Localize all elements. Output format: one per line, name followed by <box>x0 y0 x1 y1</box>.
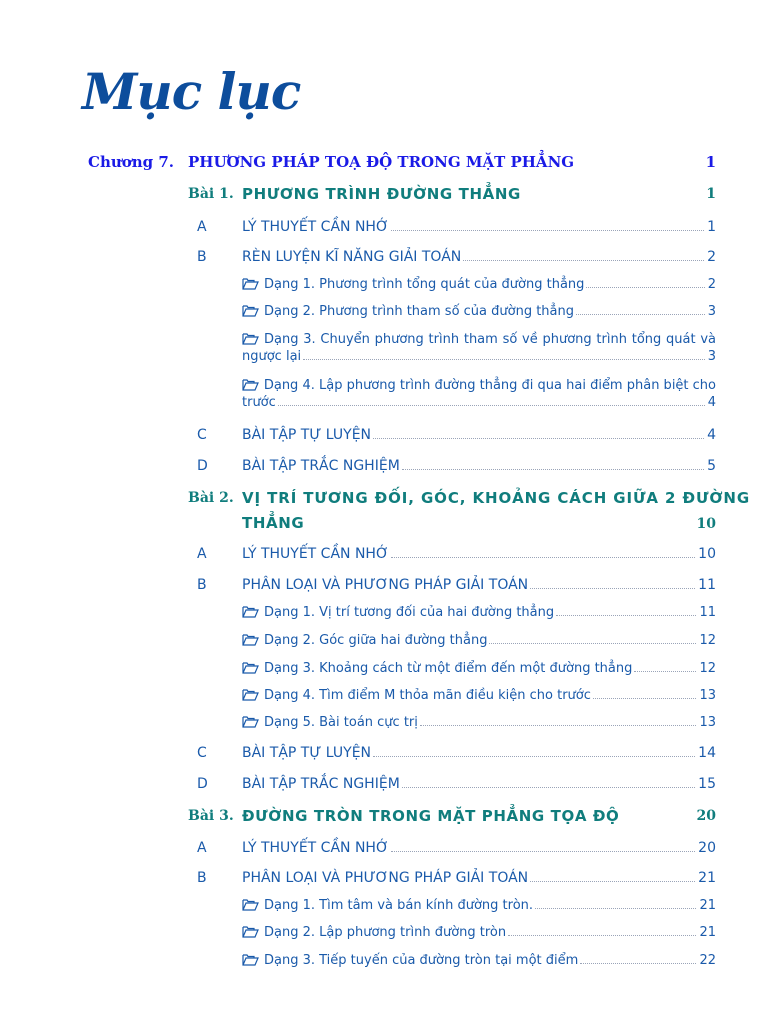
dot-leader <box>593 697 697 699</box>
section-title: BÀI TẬP TỰ LUYỆN <box>242 427 372 443</box>
dot-leader <box>634 670 696 672</box>
section-page: 21 <box>698 870 716 886</box>
section-entry[interactable] <box>197 546 716 566</box>
dot-leader <box>556 614 696 616</box>
dang-entry[interactable] <box>242 277 716 292</box>
open-folder-icon <box>242 304 264 319</box>
chapter-page: 1 <box>705 153 716 171</box>
section-page: 2 <box>707 249 716 265</box>
lesson-page: 1 <box>706 186 716 202</box>
dot-leader <box>530 880 695 882</box>
section-page: 15 <box>698 776 716 792</box>
dang-entry[interactable] <box>242 661 716 676</box>
dang-page: 12 <box>699 661 716 676</box>
section-letter: A <box>197 840 207 856</box>
open-folder-icon <box>242 953 264 968</box>
dot-leader <box>535 907 696 909</box>
dang-page: 22 <box>699 953 716 968</box>
dang-page: 21 <box>699 898 716 913</box>
dang-title: Dạng 2. Phương trình tham số của đường thẳng <box>264 304 575 319</box>
section-letter: D <box>197 458 208 474</box>
section-page: 5 <box>707 458 716 474</box>
section-letter: B <box>197 870 207 886</box>
section-title: PHÂN LOẠI VÀ PHƯƠNG PHÁP GIẢI TOÁN <box>242 870 529 886</box>
dang-title: Dạng 4. Tìm điểm M thỏa mãn điều kiện cho trước <box>264 688 591 703</box>
open-folder-icon <box>242 688 264 703</box>
dang-page: 2 <box>707 277 716 292</box>
dot-leader <box>373 437 704 439</box>
dang-entry[interactable] <box>242 688 716 703</box>
dang-title-cont: ngược lại <box>242 349 302 364</box>
section-page: 11 <box>698 577 716 593</box>
dang-page: 3 <box>707 349 716 364</box>
open-folder-icon <box>242 378 264 393</box>
dot-leader <box>576 313 705 315</box>
dang-title: Dạng 4. Lập phương trình đường thẳng đi qua hai điểm phân biệt cho <box>263 378 716 393</box>
section-entry[interactable] <box>197 427 716 447</box>
open-folder-icon <box>242 332 264 347</box>
dang-entry[interactable] <box>242 898 716 913</box>
dang-entry[interactable] <box>242 925 716 940</box>
dang-title: Dạng 2. Lập phương trình đường tròn <box>264 925 507 940</box>
page-title: Mục lục <box>82 62 301 121</box>
open-folder-icon <box>242 277 264 292</box>
section-entry[interactable] <box>197 458 716 478</box>
lesson-number: Bài 2. <box>188 490 234 506</box>
open-folder-icon <box>242 898 264 913</box>
dang-page: 4 <box>707 395 716 410</box>
lesson-title: ĐƯỜNG TRÒN TRONG MẶT PHẲNG TỌA ĐỘ <box>242 807 620 825</box>
dang-title: Dạng 3. Chuyển phương trình tham số về phương trình tổng quát và <box>264 332 716 347</box>
section-letter: A <box>197 546 207 562</box>
dot-leader <box>303 358 705 360</box>
section-entry[interactable] <box>197 219 716 239</box>
lesson-3[interactable] <box>188 808 716 830</box>
dang-title: Dạng 3. Khoảng cách từ một điểm đến một đường thẳng <box>264 661 633 676</box>
dang-page: 12 <box>699 633 716 648</box>
section-entry[interactable] <box>197 577 716 597</box>
dot-leader <box>580 962 696 964</box>
dot-leader <box>391 850 695 852</box>
lesson-number: Bài 3. <box>188 808 234 824</box>
dang-title: Dạng 3. Tiếp tuyến của đường tròn tại một điểm <box>264 953 579 968</box>
section-page: 1 <box>707 219 716 235</box>
lesson-title <box>242 486 751 536</box>
section-title: LÝ THUYẾT CẦN NHỚ <box>242 840 389 856</box>
dang-page: 11 <box>699 605 716 620</box>
chapter-entry[interactable] <box>88 153 716 173</box>
section-letter: A <box>197 219 207 235</box>
section-entry[interactable] <box>197 870 716 890</box>
lesson-number: Bài 1. <box>188 186 234 202</box>
lesson-page: 10 <box>696 516 716 532</box>
dang-entry[interactable] <box>242 378 716 410</box>
dot-leader <box>463 259 704 261</box>
section-letter: D <box>197 776 208 792</box>
section-page: 20 <box>698 840 716 856</box>
dang-title-cont: trước <box>242 395 276 410</box>
dang-title: Dạng 2. Góc giữa hai đường thẳng <box>264 633 488 648</box>
section-title: LÝ THUYẾT CẦN NHỚ <box>242 219 389 235</box>
section-letter: B <box>197 249 207 265</box>
dot-leader <box>586 286 704 288</box>
section-page: 14 <box>698 745 716 761</box>
section-entry[interactable] <box>197 840 716 860</box>
dot-leader <box>402 786 695 788</box>
dot-leader <box>508 934 696 936</box>
open-folder-icon <box>242 605 264 620</box>
section-title: LÝ THUYẾT CẦN NHỚ <box>242 546 389 562</box>
dot-leader <box>489 642 696 644</box>
section-entry[interactable] <box>197 249 716 269</box>
dang-title: Dạng 1. Phương trình tổng quát của đường thẳng <box>264 277 585 292</box>
dot-leader <box>402 468 704 470</box>
section-letter: C <box>197 427 207 443</box>
dang-page: 3 <box>707 304 716 319</box>
section-entry[interactable] <box>197 776 716 796</box>
dang-page: 13 <box>699 688 716 703</box>
section-letter: B <box>197 577 207 593</box>
lesson-title-line2: THẲNG <box>242 514 305 532</box>
dang-entry[interactable] <box>242 605 716 620</box>
lesson-2[interactable] <box>188 489 751 540</box>
section-title: BÀI TẬP TRẮC NGHIỆM <box>242 458 400 474</box>
dang-title: Dạng 1. Vị trí tương đối của hai đường thẳng <box>264 605 555 620</box>
dot-leader <box>373 755 695 757</box>
dang-title: Dạng 1. Tìm tâm và bán kính đường tròn. <box>264 898 534 913</box>
section-page: 10 <box>698 546 716 562</box>
section-title: BÀI TẬP TRẮC NGHIỆM <box>242 776 400 792</box>
section-letter: C <box>197 745 207 761</box>
open-folder-icon <box>242 633 264 648</box>
dot-leader <box>420 724 697 726</box>
dang-page: 21 <box>699 925 716 940</box>
section-title: RÈN LUYỆN KĨ NĂNG GIẢI TOÁN <box>242 249 462 265</box>
dot-leader <box>278 404 705 406</box>
dang-entry[interactable] <box>242 953 716 968</box>
open-folder-icon <box>242 715 264 730</box>
section-entry[interactable] <box>197 745 716 765</box>
dang-entry[interactable] <box>242 304 716 319</box>
open-folder-icon <box>242 925 264 940</box>
dang-title: Dạng 5. Bài toán cực trị <box>264 715 418 730</box>
dang-page: 13 <box>699 715 716 730</box>
dot-leader <box>530 587 695 589</box>
section-page: 4 <box>707 427 716 443</box>
lesson-title: PHƯƠNG TRÌNH ĐƯỜNG THẲNG <box>242 185 521 203</box>
section-title: PHÂN LOẠI VÀ PHƯƠNG PHÁP GIẢI TOÁN <box>242 577 529 593</box>
lesson-title-line1: VỊ TRÍ TƯƠNG ĐỐI, GÓC, KHOẢNG CÁCH GIỮA 2 ĐƯỜNG <box>242 489 751 507</box>
dang-entry[interactable] <box>242 633 716 648</box>
section-title: BÀI TẬP TỰ LUYỆN <box>242 745 372 761</box>
chapter-title: PHƯƠNG PHÁP TOẠ ĐỘ TRONG MẶT PHẲNG <box>188 153 575 171</box>
dang-entry[interactable] <box>242 715 716 730</box>
open-folder-icon <box>242 661 264 676</box>
dang-entry[interactable] <box>242 332 716 364</box>
chapter-number: Chương 7. <box>88 153 175 171</box>
dot-leader <box>391 229 704 231</box>
lesson-page: 20 <box>696 808 716 824</box>
lesson-1[interactable] <box>188 186 716 208</box>
dot-leader <box>391 556 695 558</box>
